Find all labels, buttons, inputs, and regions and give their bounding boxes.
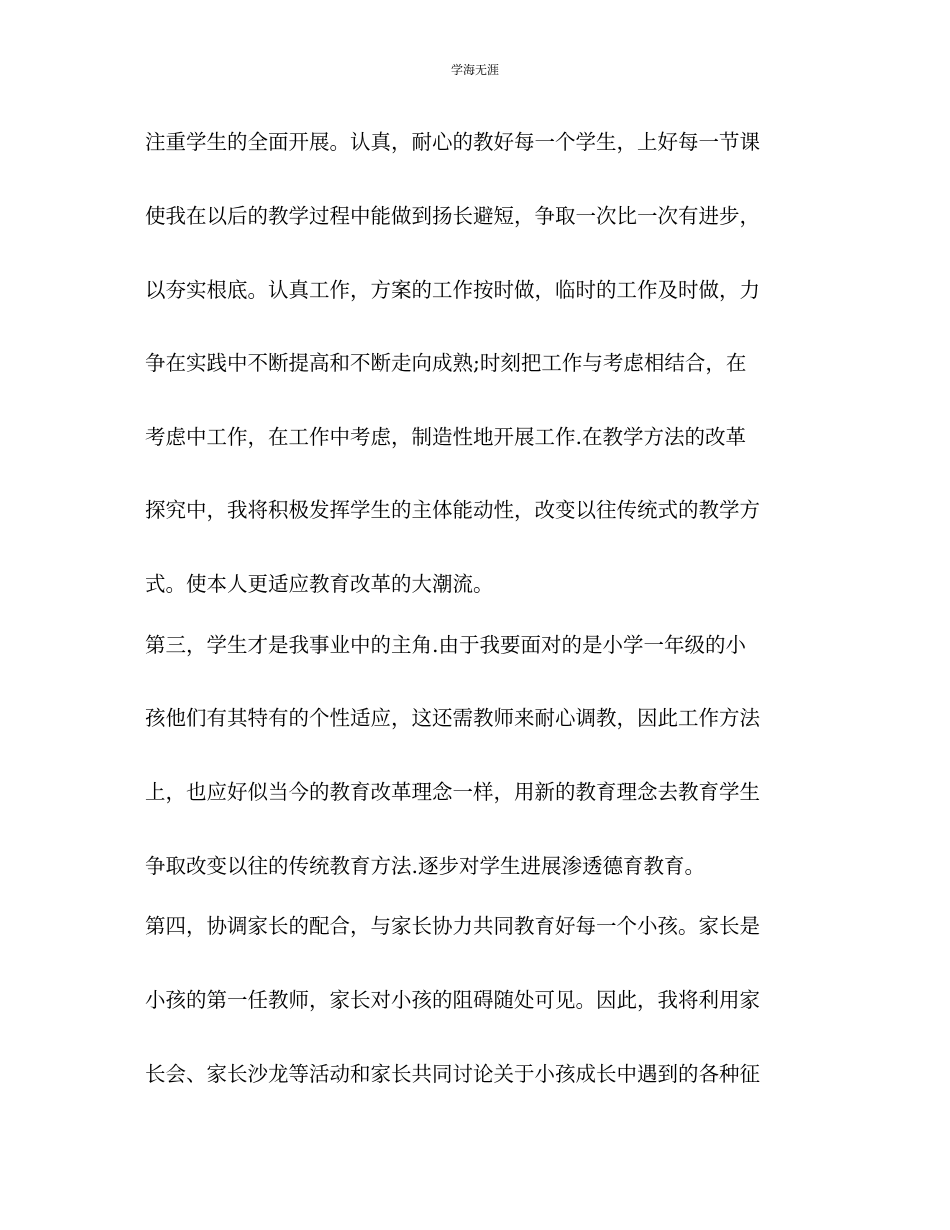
paragraph-start-line: 第四，协调家长的配合，与家长协力共同教育好每一个小孩。家长是 — [145, 914, 760, 938]
paragraph-start-line: 第三，学生才是我事业中的主角.由于我要面对的是小学一年级的小 — [145, 633, 747, 657]
text-line: 上，也应好似当今的教育改革理念一样，用新的教育理念去教育学生 — [145, 780, 760, 804]
text-line: 式。使本人更适应教育改革的大潮流。 — [145, 572, 494, 596]
text-line: 注重学生的全面开展。认真，耐心的教好每一个学生，上好每一节课 — [145, 130, 760, 154]
text-line: 探究中，我将积极发挥学生的主体能动性，改变以往传统式的教学方 — [145, 498, 760, 522]
text-line: 争取改变以往的传统教育方法.逐步对学生进展渗透德育教育。 — [145, 854, 706, 878]
text-line: 孩他们有其特有的个性适应，这还需教师来耐心调教，因此工作方法 — [145, 706, 760, 730]
text-line: 小孩的第一任教师，家长对小孩的阻碍随处可见。因此，我将利用家 — [145, 988, 760, 1012]
text-line: 考虑中工作，在工作中考虑，制造性地开展工作.在教学方法的改革 — [145, 425, 747, 449]
text-line: 使我在以后的教学过程中能做到扬长避短，争取一次比一次有进步， — [145, 204, 760, 228]
text-line: 以夯实根底。认真工作，方案的工作按时做，临时的工作及时做，力 — [145, 278, 760, 302]
page-header: 学海无涯 — [450, 63, 499, 77]
text-line: 长会、家长沙龙等活动和家长共同讨论关于小孩成长中遇到的各种征 — [145, 1062, 760, 1086]
text-line: 争在实践中不断提高和不断走向成熟;时刻把工作与考虑相结合，在 — [145, 351, 747, 375]
